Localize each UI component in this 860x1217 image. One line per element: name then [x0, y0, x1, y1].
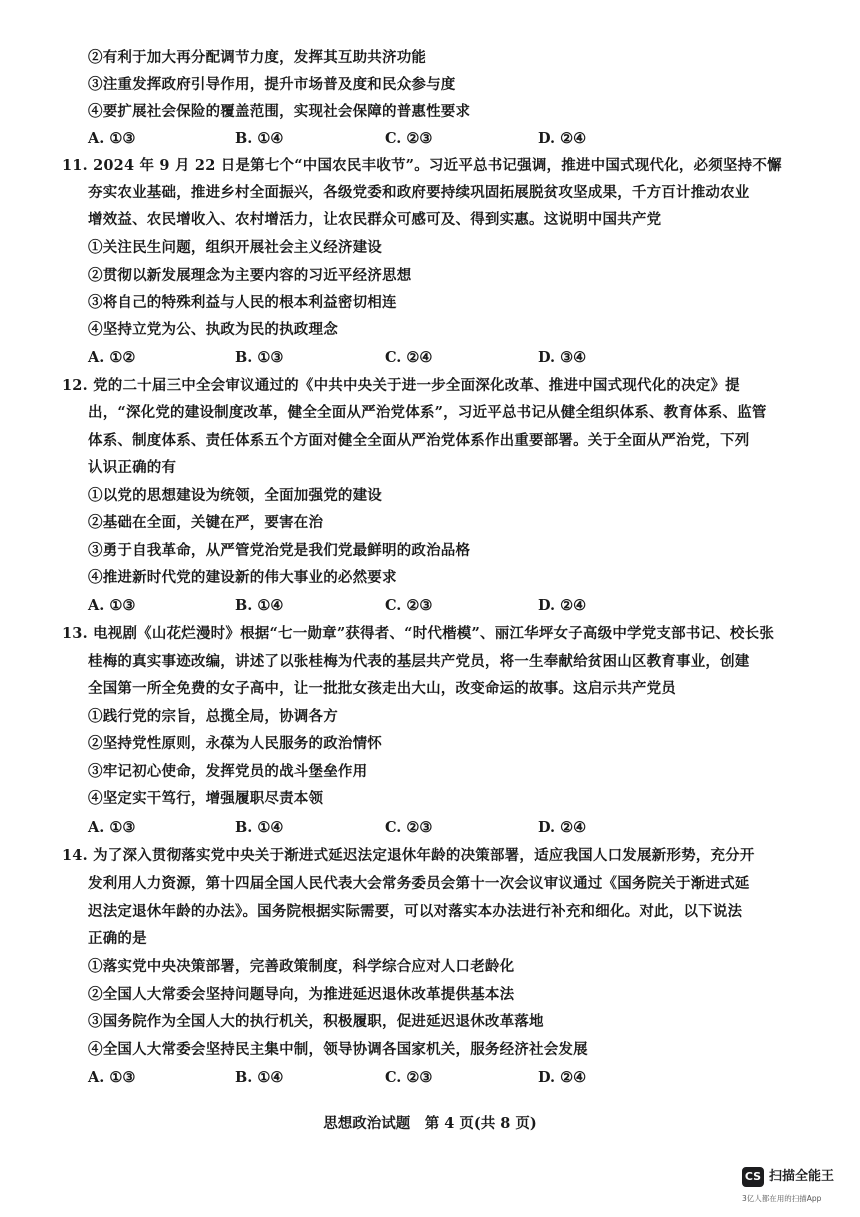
q12-item-2: ②基础在全面，关键在严，要害在治 [88, 514, 324, 531]
q12-item-4: ④推进新时代党的建设新的伟大事业的必然要求 [88, 569, 397, 586]
q13-item-3: ③牢记初心使命，发挥党员的战斗堡垒作用 [88, 763, 368, 780]
q11-stem-line-2: 夯实农业基础，推进乡村全面振兴，各级党委和政府要持续巩固拓展脱贫攻坚成果，千方百计推动农业 [88, 184, 750, 201]
q13-item-2: ②坚持党性原则，永葆为人民服务的政治情怀 [88, 735, 382, 752]
q13-option-a: A. ①③ [88, 819, 136, 836]
q10-item-3: ③注重发挥政府引导作用，提升市场普及度和民众参与度 [88, 76, 456, 93]
q13-option-d: D. ②④ [538, 819, 587, 836]
q14-stem-line-1: 14. 为了深入贯彻落实党中央关于渐进式延迟法定退休年龄的决策部署，适应我国人口发展新形势，充分开 [62, 847, 755, 864]
q14-item-4: ④全国人大常委会坚持民主集中制，领导协调各国家机关，服务经济社会发展 [88, 1041, 588, 1058]
q14-item-1: ①落实党中央决策部署，完善政策制度，科学综合应对人口老龄化 [88, 958, 515, 975]
q12-option-c: C. ②③ [385, 597, 433, 614]
q11-option-b: B. ①③ [235, 349, 284, 366]
q14-stem-line-2: 发利用人力资源，第十四届全国人民代表大会常务委员会第十一次会议审议通过《国务院关于渐进式延 [88, 875, 750, 892]
q13-option-b: B. ①④ [235, 819, 284, 836]
q13-stem-line-1: 13. 电视剧《山花烂漫时》根据“七一勋章”获得者、“时代楷模”、丽江华坪女子高级中学党支部书记、校长张 [62, 625, 775, 642]
q13-stem-line-2: 桂梅的真实事迹改编，讲述了以张桂梅为代表的基层共产党员，将一生奉献给贫困山区教育事业，创建 [88, 653, 750, 670]
q14-stem-line-3: 迟法定退休年龄的办法》。国务院根据实际需要，可以对落实本办法进行补充和细化。对此，以下说法 [88, 903, 743, 920]
q14-item-3: ③国务院作为全国人大的执行机关，积极履职，促进延迟退休改革落地 [88, 1013, 544, 1030]
q10-option-c: C. ②③ [385, 130, 433, 147]
q14-option-c: C. ②③ [385, 1069, 433, 1086]
q11-stem-line-3: 增效益、农民增收入、农村增活力，让农民群众可感可及、得到实惠。这说明中国共产党 [88, 211, 662, 228]
q10-option-d: D. ②④ [538, 130, 587, 147]
watermark-tagline: 3亿人都在用的扫描App [742, 1194, 822, 1203]
q14-item-2: ②全国人大常委会坚持问题导向，为推进延迟退休改革提供基本法 [88, 986, 515, 1003]
q13-item-1: ①践行党的宗旨，总揽全局，协调各方 [88, 708, 338, 725]
q14-option-d: D. ②④ [538, 1069, 587, 1086]
q11-option-d: D. ③④ [538, 349, 587, 366]
q11-item-1: ①关注民生问题，组织开展社会主义经济建设 [88, 239, 382, 256]
q12-option-d: D. ②④ [538, 597, 587, 614]
q10-option-b: B. ①④ [235, 130, 284, 147]
q11-item-3: ③将自己的特殊利益与人民的根本利益密切相连 [88, 294, 397, 311]
q12-option-a: A. ①③ [88, 597, 136, 614]
q11-option-a: A. ①② [88, 349, 136, 366]
q10-item-2: ②有利于加大再分配调节力度，发挥其互助共济功能 [88, 49, 427, 66]
q12-stem-line-3: 体系、制度体系、责任体系五个方面对健全全面从严治党体系作出重要部署。关于全面从严治党，下列 [88, 432, 750, 449]
q14-option-a: A. ①③ [88, 1069, 136, 1086]
q11-item-4: ④坚持立党为公、执政为民的执政理念 [88, 321, 338, 338]
camscanner-logo-icon: CS [742, 1167, 764, 1187]
q11-stem-line-1: 11. 2024 年 9 月 22 日是第七个“中国农民丰收节”。习近平总书记强调，推进中国式现代化，必须坚持不懈 [62, 157, 782, 174]
page-footer: 思想政治试题 第 4 页(共 8 页) [323, 1115, 537, 1132]
q11-item-2: ②贯彻以新发展理念为主要内容的习近平经济思想 [88, 267, 412, 284]
q10-option-a: A. ①③ [88, 130, 136, 147]
q13-item-4: ④坚定实干笃行，增强履职尽责本领 [88, 790, 324, 807]
watermark-brand: 扫描全能王 [769, 1169, 835, 1184]
q12-item-1: ①以党的思想建设为统领，全面加强党的建设 [88, 487, 382, 504]
q12-option-b: B. ①④ [235, 597, 284, 614]
q12-stem-line-2: 出，“深化党的建设制度改革，健全全面从严治党体系”，习近平总书记从健全组织体系、教育体系、监管 [88, 404, 767, 421]
q14-option-b: B. ①④ [235, 1069, 284, 1086]
q13-option-c: C. ②③ [385, 819, 433, 836]
q12-stem-line-1: 12. 党的二十届三中全会审议通过的《中共中央关于进一步全面深化改革、推进中国式现代化的决定》提 [62, 377, 740, 394]
q13-stem-line-3: 全国第一所全免费的女子高中，让一批批女孩走出大山，改变命运的故事。这启示共产党员 [88, 680, 676, 697]
q14-stem-line-4: 正确的是 [88, 930, 147, 947]
q11-option-c: C. ②④ [385, 349, 433, 366]
q12-stem-line-4: 认识正确的有 [88, 459, 177, 476]
q12-item-3: ③勇于自我革命，从严管党治党是我们党最鲜明的政治品格 [88, 542, 471, 559]
q10-item-4: ④要扩展社会保险的覆盖范围，实现社会保障的普惠性要求 [88, 103, 471, 120]
